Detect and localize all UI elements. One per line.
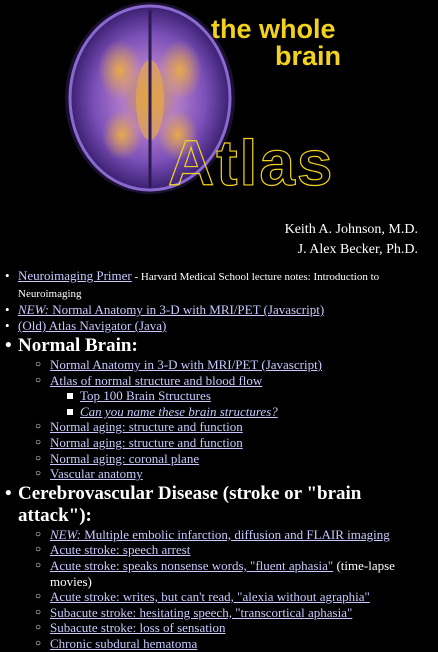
name-structures-quiz-link[interactable]: Can you name these brain structures? bbox=[80, 403, 278, 419]
normal-aging-coronal-link[interactable]: Normal aging: coronal plane bbox=[50, 450, 200, 466]
subdural-hematoma-link[interactable]: Chronic subdural hematoma bbox=[50, 635, 198, 651]
list-item bbox=[32, 451, 438, 467]
header-banner bbox=[0, 0, 438, 205]
speech-arrest-link[interactable]: Acute stroke: speech arrest bbox=[50, 542, 191, 558]
list-item bbox=[64, 404, 438, 420]
loss-of-sensation-link[interactable]: Subacute stroke: loss of sensation bbox=[50, 620, 226, 636]
top-100-structures-link[interactable]: Top 100 Brain Structures bbox=[80, 388, 211, 404]
list-item bbox=[32, 620, 438, 636]
list-item bbox=[32, 542, 438, 558]
normal-aging-link-2[interactable]: Normal aging: structure and function bbox=[50, 434, 243, 450]
author-becker: J. Alex Becker, Ph.D. bbox=[297, 242, 418, 257]
section-heading: Cerebrovascular Disease (stroke or "brain attack"): bbox=[18, 482, 362, 526]
top-level-list bbox=[0, 268, 438, 652]
atlas-sublist bbox=[64, 388, 438, 419]
embolic-infarction-link[interactable] bbox=[50, 527, 390, 542]
title-atlas: Atlas bbox=[168, 127, 335, 199]
atlas-structure-link[interactable]: Atlas of normal structure and blood flow bbox=[50, 372, 263, 388]
author-johnson: Keith A. Johnson, M.D. bbox=[284, 222, 418, 237]
list-item bbox=[64, 388, 438, 404]
list-item bbox=[0, 302, 438, 318]
list-item bbox=[32, 589, 438, 605]
list-item bbox=[32, 419, 438, 435]
list-item bbox=[0, 318, 438, 334]
section-heading: Normal Brain: bbox=[18, 335, 138, 356]
list-item bbox=[32, 435, 438, 451]
link-label: Multiple embolic infarction, diffusion and FLAIR imaging bbox=[80, 526, 390, 542]
list-item bbox=[0, 268, 438, 302]
neuroimaging-primer-link[interactable]: Neuroimaging Primer bbox=[18, 268, 132, 283]
list-item bbox=[32, 357, 438, 373]
section-normal-brain bbox=[0, 335, 438, 482]
list-item bbox=[32, 466, 438, 482]
list-item bbox=[32, 558, 438, 589]
list-item bbox=[32, 605, 438, 621]
atlas-navigator-link[interactable]: (Old) Atlas Navigator (Java) bbox=[18, 318, 167, 333]
normal-anatomy-link[interactable]: Normal Anatomy in 3-D with MRI/PET (Javascript) bbox=[50, 357, 323, 372]
title-brain: brain bbox=[275, 41, 342, 71]
main-content bbox=[0, 268, 438, 652]
new-tag: NEW: bbox=[18, 302, 49, 317]
primer-description: - Harvard Medical School lecture notes: Introduction to Neuroimaging bbox=[18, 271, 380, 300]
list-item bbox=[32, 373, 438, 420]
new-tag: NEW: bbox=[50, 526, 81, 542]
list-item bbox=[32, 636, 438, 652]
normal-aging-link-1[interactable]: Normal aging: structure and function bbox=[50, 419, 243, 435]
section-cerebrovascular bbox=[0, 483, 438, 652]
vascular-anatomy-link[interactable]: Vascular anatomy bbox=[50, 466, 143, 482]
cerebrovascular-list bbox=[32, 527, 438, 652]
fluent-aphasia-link[interactable]: Acute stroke: speaks nonsense words, "fluent aphasia" bbox=[50, 557, 334, 573]
list-item bbox=[32, 527, 438, 543]
transcortical-aphasia-link[interactable]: Subacute stroke: hesitating speech, "transcortical aphasia" bbox=[50, 604, 353, 620]
alexia-link[interactable]: Acute stroke: writes, but can't read, "alexia without agraphia" bbox=[50, 589, 370, 605]
normal-anatomy-3d-link[interactable] bbox=[18, 302, 324, 317]
time-lapse-note: (time-lapse movies) bbox=[50, 557, 395, 589]
normal-brain-list bbox=[32, 357, 438, 482]
title-the-whole: the whole bbox=[211, 14, 336, 44]
link-label: Normal Anatomy in 3-D with MRI/PET (Javascript) bbox=[48, 302, 325, 317]
